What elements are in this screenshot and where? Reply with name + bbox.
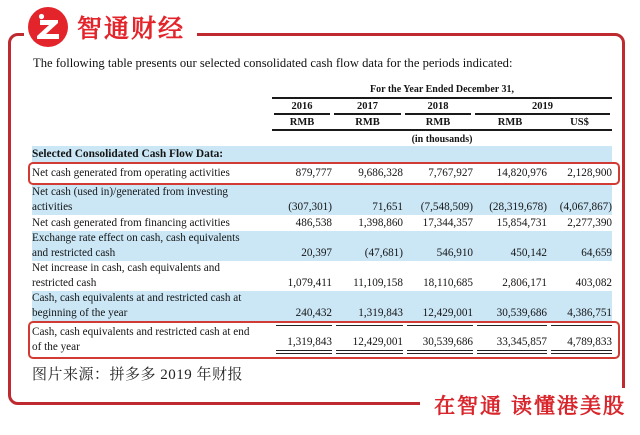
row-label <box>32 147 272 162</box>
row-label-line2: and restricted cash <box>32 247 116 259</box>
table-unit-note <box>32 131 612 146</box>
year-2016: 2016 <box>274 100 330 115</box>
cell-2019-usd: 4,789,833 <box>551 325 612 354</box>
row-label-line1: Selected Consolidated Cash Flow Data: <box>32 148 224 160</box>
period-header: For the Year Ended December 31, <box>272 84 612 99</box>
cell-2016: 20,397 <box>301 247 332 259</box>
table-header-period <box>32 84 612 99</box>
table-row <box>32 231 612 261</box>
cash-flow-table <box>32 84 612 359</box>
cell-2016: 1,079,411 <box>287 277 332 289</box>
table-row <box>32 215 612 231</box>
table-row-highlighted <box>28 321 620 359</box>
year-2018: 2018 <box>405 100 471 115</box>
brand-logo-icon <box>28 7 68 47</box>
brand-logo <box>24 5 197 51</box>
cell-2018: 546,910 <box>436 247 473 259</box>
row-label-line1: Net cash generated from financing activities <box>32 217 230 229</box>
cell-2019-usd: 2,128,900 <box>567 167 612 179</box>
currency-header: RMB <box>289 117 315 128</box>
cell-2017: (47,681) <box>364 247 403 259</box>
cell-2019-rmb: 2,806,171 <box>502 277 547 289</box>
currency-header: RMB <box>497 117 523 128</box>
cell-2019-usd: 403,082 <box>575 277 612 289</box>
row-label-line1: Net cash (used in)/generated from investing <box>32 186 229 198</box>
row-label <box>32 185 272 215</box>
stylized-z-icon <box>28 7 68 47</box>
year-2017: 2017 <box>334 100 401 115</box>
row-label-line1: Exchange rate effect on cash, cash equivalents <box>32 232 240 244</box>
row-label <box>32 291 272 321</box>
cell-2019-rmb: 14,820,976 <box>496 167 547 179</box>
row-label-line1: Cash, cash equivalents at and restricted cash at <box>32 292 242 304</box>
table-row-highlighted <box>28 162 620 185</box>
cell-2016: 1,319,843 <box>276 325 332 354</box>
brand-name: 智通财经 <box>77 15 186 43</box>
year-2019: 2019 <box>475 100 610 115</box>
cell-2017: 1,398,860 <box>358 217 403 229</box>
row-label-line2: beginning of the year <box>32 307 128 319</box>
row-label <box>32 231 272 261</box>
cell-2016: 879,777 <box>295 167 332 179</box>
brand-slogan: 在智通 读懂港美股 <box>420 388 628 423</box>
cell-2016: (307,301) <box>288 201 332 213</box>
row-label <box>32 261 272 291</box>
table-row <box>32 291 612 321</box>
cell-2019-usd: 2,277,390 <box>567 217 612 229</box>
cell-2018: 18,110,685 <box>423 277 473 289</box>
cell-2018: 12,429,001 <box>422 307 473 319</box>
row-label-line2: of the year <box>32 341 80 353</box>
cell-2017: 12,429,001 <box>336 325 403 354</box>
row-label-line2: activities <box>32 201 73 213</box>
unit-note: (in thousands) <box>411 134 473 145</box>
table-header-years <box>32 99 612 115</box>
cell-2019-rmb: 15,854,731 <box>496 217 547 229</box>
cell-2017: 9,686,328 <box>358 167 403 179</box>
cell-2017: 1,319,843 <box>358 307 403 319</box>
cell-2019-usd: (4,067,867) <box>559 201 612 213</box>
row-label-line2: restricted cash <box>32 277 97 289</box>
intro-text: The following table presents our selected consolidated cash flow data for the periods indicated: <box>33 56 513 70</box>
source-note: 图片来源：拼多多 2019 年财报 <box>32 367 244 383</box>
row-label-line1: Net cash generated from operating activities <box>32 167 230 179</box>
currency-header: US$ <box>570 117 589 128</box>
cell-2018: 17,344,357 <box>422 217 473 229</box>
cell-2018: (7,548,509) <box>420 201 473 213</box>
currency-header: RMB <box>425 117 451 128</box>
cell-2019-usd: 4,386,751 <box>567 307 612 319</box>
cell-2016: 240,432 <box>295 307 332 319</box>
row-label <box>32 325 272 355</box>
table-header-currencies <box>32 115 612 129</box>
cell-2018: 30,539,686 <box>407 325 473 354</box>
table-row <box>32 261 612 291</box>
table-row <box>32 185 612 215</box>
row-label-line1: Cash, cash equivalents and restricted cash at end <box>32 326 250 338</box>
row-label-line1: Net increase in cash, cash equivalents and <box>32 262 220 274</box>
cell-2019-rmb: 33,345,857 <box>477 325 547 354</box>
cell-2017: 71,651 <box>372 201 403 213</box>
cell-2016: 486,538 <box>295 217 332 229</box>
cell-2018: 7,767,927 <box>428 167 473 179</box>
cell-2019-rmb: 450,142 <box>510 247 547 259</box>
currency-header: RMB <box>355 117 380 128</box>
cell-2019-usd: 64,659 <box>581 247 612 259</box>
cell-2019-rmb: 30,539,686 <box>496 307 547 319</box>
cell-2017: 11,109,158 <box>353 277 403 289</box>
row-label <box>32 166 272 181</box>
cell-2019-rmb: (28,319,678) <box>489 201 547 213</box>
row-label <box>32 216 272 231</box>
table-row <box>32 146 612 162</box>
